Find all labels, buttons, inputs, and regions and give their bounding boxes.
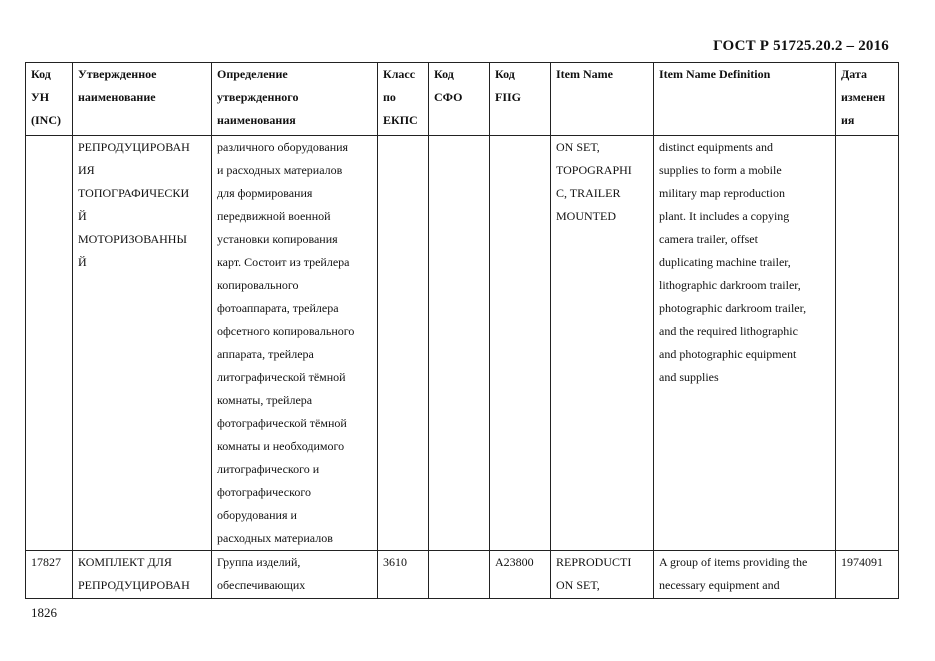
cell-fiig-code [490,136,551,551]
cell-line: литографического и [217,462,320,476]
table-row [26,551,899,599]
cell-line: and photographic equipment [659,347,797,361]
cell-line: Класс [383,67,416,81]
cell-line: изменен [841,90,886,104]
cell-line: Код [495,67,515,81]
cell-line: копировального [217,278,299,292]
cell-line: РЕПРОДУЦИРОВАН [78,578,190,592]
cell-approved-name [73,551,212,599]
cell-line: ON SET, [556,140,600,154]
cell-line: Группа изделий, [217,555,301,569]
cell-sfo-code [429,551,490,599]
cell-line: plant. It includes a copying [659,209,790,223]
cell-line: фотографической тёмной [217,416,347,430]
cell-item-name-definition [654,136,836,551]
cell-line: комнаты и необходимого [217,439,345,453]
cell-line: Й [78,209,87,223]
cell-line: Item Name [556,67,613,81]
cell-line: Утвержденное [78,67,157,81]
cell-line: МОТОРИЗОВАННЫ [78,232,187,246]
cell-line: и расходных материалов [217,163,343,177]
cell-line: ИЯ [78,163,95,177]
cell-line: REPRODUCTI [556,555,632,569]
cell-line: lithographic darkroom trailer, [659,278,801,292]
cell-line: Код [434,67,454,81]
cell-line: карт. Состоит из трейлера [217,255,350,269]
cell-line: фотографического [217,485,311,499]
cell-line: ON SET, [556,578,600,592]
cell-class-ekps [378,136,429,551]
cell-item-name-definition [654,551,836,599]
cell-item-name [551,136,654,551]
cell-line: различного оборудования [217,140,349,154]
cell-line: офсетного копировального [217,324,355,338]
cell-line: для формирования [217,186,313,200]
cell-approved-name [73,136,212,551]
cell-inc-code [26,136,73,551]
header-change-date [836,63,899,136]
cell-line: and supplies [659,370,719,384]
cell-line: 1974091 [841,555,883,569]
cell-name-definition [212,136,378,551]
cell-line: КОМПЛЕКТ ДЛЯ [78,555,172,569]
table-row [26,136,899,551]
cell-line: Item Name Definition [659,67,771,81]
cell-line: фотоаппарата, трейлера [217,301,339,315]
cell-item-name [551,551,654,599]
cell-line: and the required lithographic [659,324,798,338]
header-approved-name [73,63,212,136]
cell-line: по [383,90,396,104]
cell-line: ТОПОГРАФИЧЕСКИ [78,186,190,200]
document-code: ГОСТ Р 51725.20.2 – 2016 [713,38,889,54]
cell-line: necessary equipment and [659,578,780,592]
cell-line: СФО [434,90,463,104]
cell-line: 17827 [31,555,61,569]
cell-line: military map reproduction [659,186,785,200]
cell-line: Дата [841,67,867,81]
header-fiig-code [490,63,551,136]
cell-line: расходных материалов [217,531,333,545]
cell-change-date [836,551,899,599]
header-item-name [551,63,654,136]
cell-fiig-code [490,551,551,599]
header-class-ekps [378,63,429,136]
cell-line: duplicating machine trailer, [659,255,791,269]
header-inc-code [26,63,73,136]
cell-sfo-code [429,136,490,551]
cell-line: литографической тёмной [217,370,346,384]
cell-line: УН [31,90,50,104]
table-header-row [26,63,899,136]
cell-line: camera trailer, offset [659,232,758,246]
cell-line: утвержденного [217,90,299,104]
cell-line: 3610 [383,555,407,569]
cell-line: Й [78,255,87,269]
cell-change-date [836,136,899,551]
cell-line: A23800 [495,555,534,569]
cell-inc-code [26,551,73,599]
cell-line: наименования [217,113,296,127]
cell-line: Определение [217,67,288,81]
cell-line: MOUNTED [556,209,616,223]
cell-line: A group of items providing the [659,555,808,569]
cell-line: аппарата, трейлера [217,347,314,361]
cell-line: комнаты, трейлера [217,393,313,407]
cell-line: C, TRAILER [556,186,621,200]
header-item-name-definition [654,63,836,136]
cell-line: ЕКПС [383,113,418,127]
header-name-definition [212,63,378,136]
cell-line: РЕПРОДУЦИРОВАН [78,140,190,154]
cell-line: (INC) [31,113,61,127]
cell-line: оборудования и [217,508,297,522]
cell-line: наименование [78,90,156,104]
cell-line: ия [841,113,855,127]
cell-line: установки копирования [217,232,338,246]
cell-line: distinct equipments and [659,140,773,154]
cell-line: передвижной военной [217,209,331,223]
cell-class-ekps [378,551,429,599]
cell-line: FIIG [495,90,522,104]
cell-line: supplies to form a mobile [659,163,782,177]
cell-name-definition [212,551,378,599]
data-table [25,62,899,599]
cell-line: photographic darkroom trailer, [659,301,807,315]
page-number: 1826 [31,605,57,620]
cell-line: TOPOGRAPHI [556,163,632,177]
header-sfo-code [429,63,490,136]
cell-line: обеспечивающих [217,578,306,592]
cell-line: Код [31,67,51,81]
